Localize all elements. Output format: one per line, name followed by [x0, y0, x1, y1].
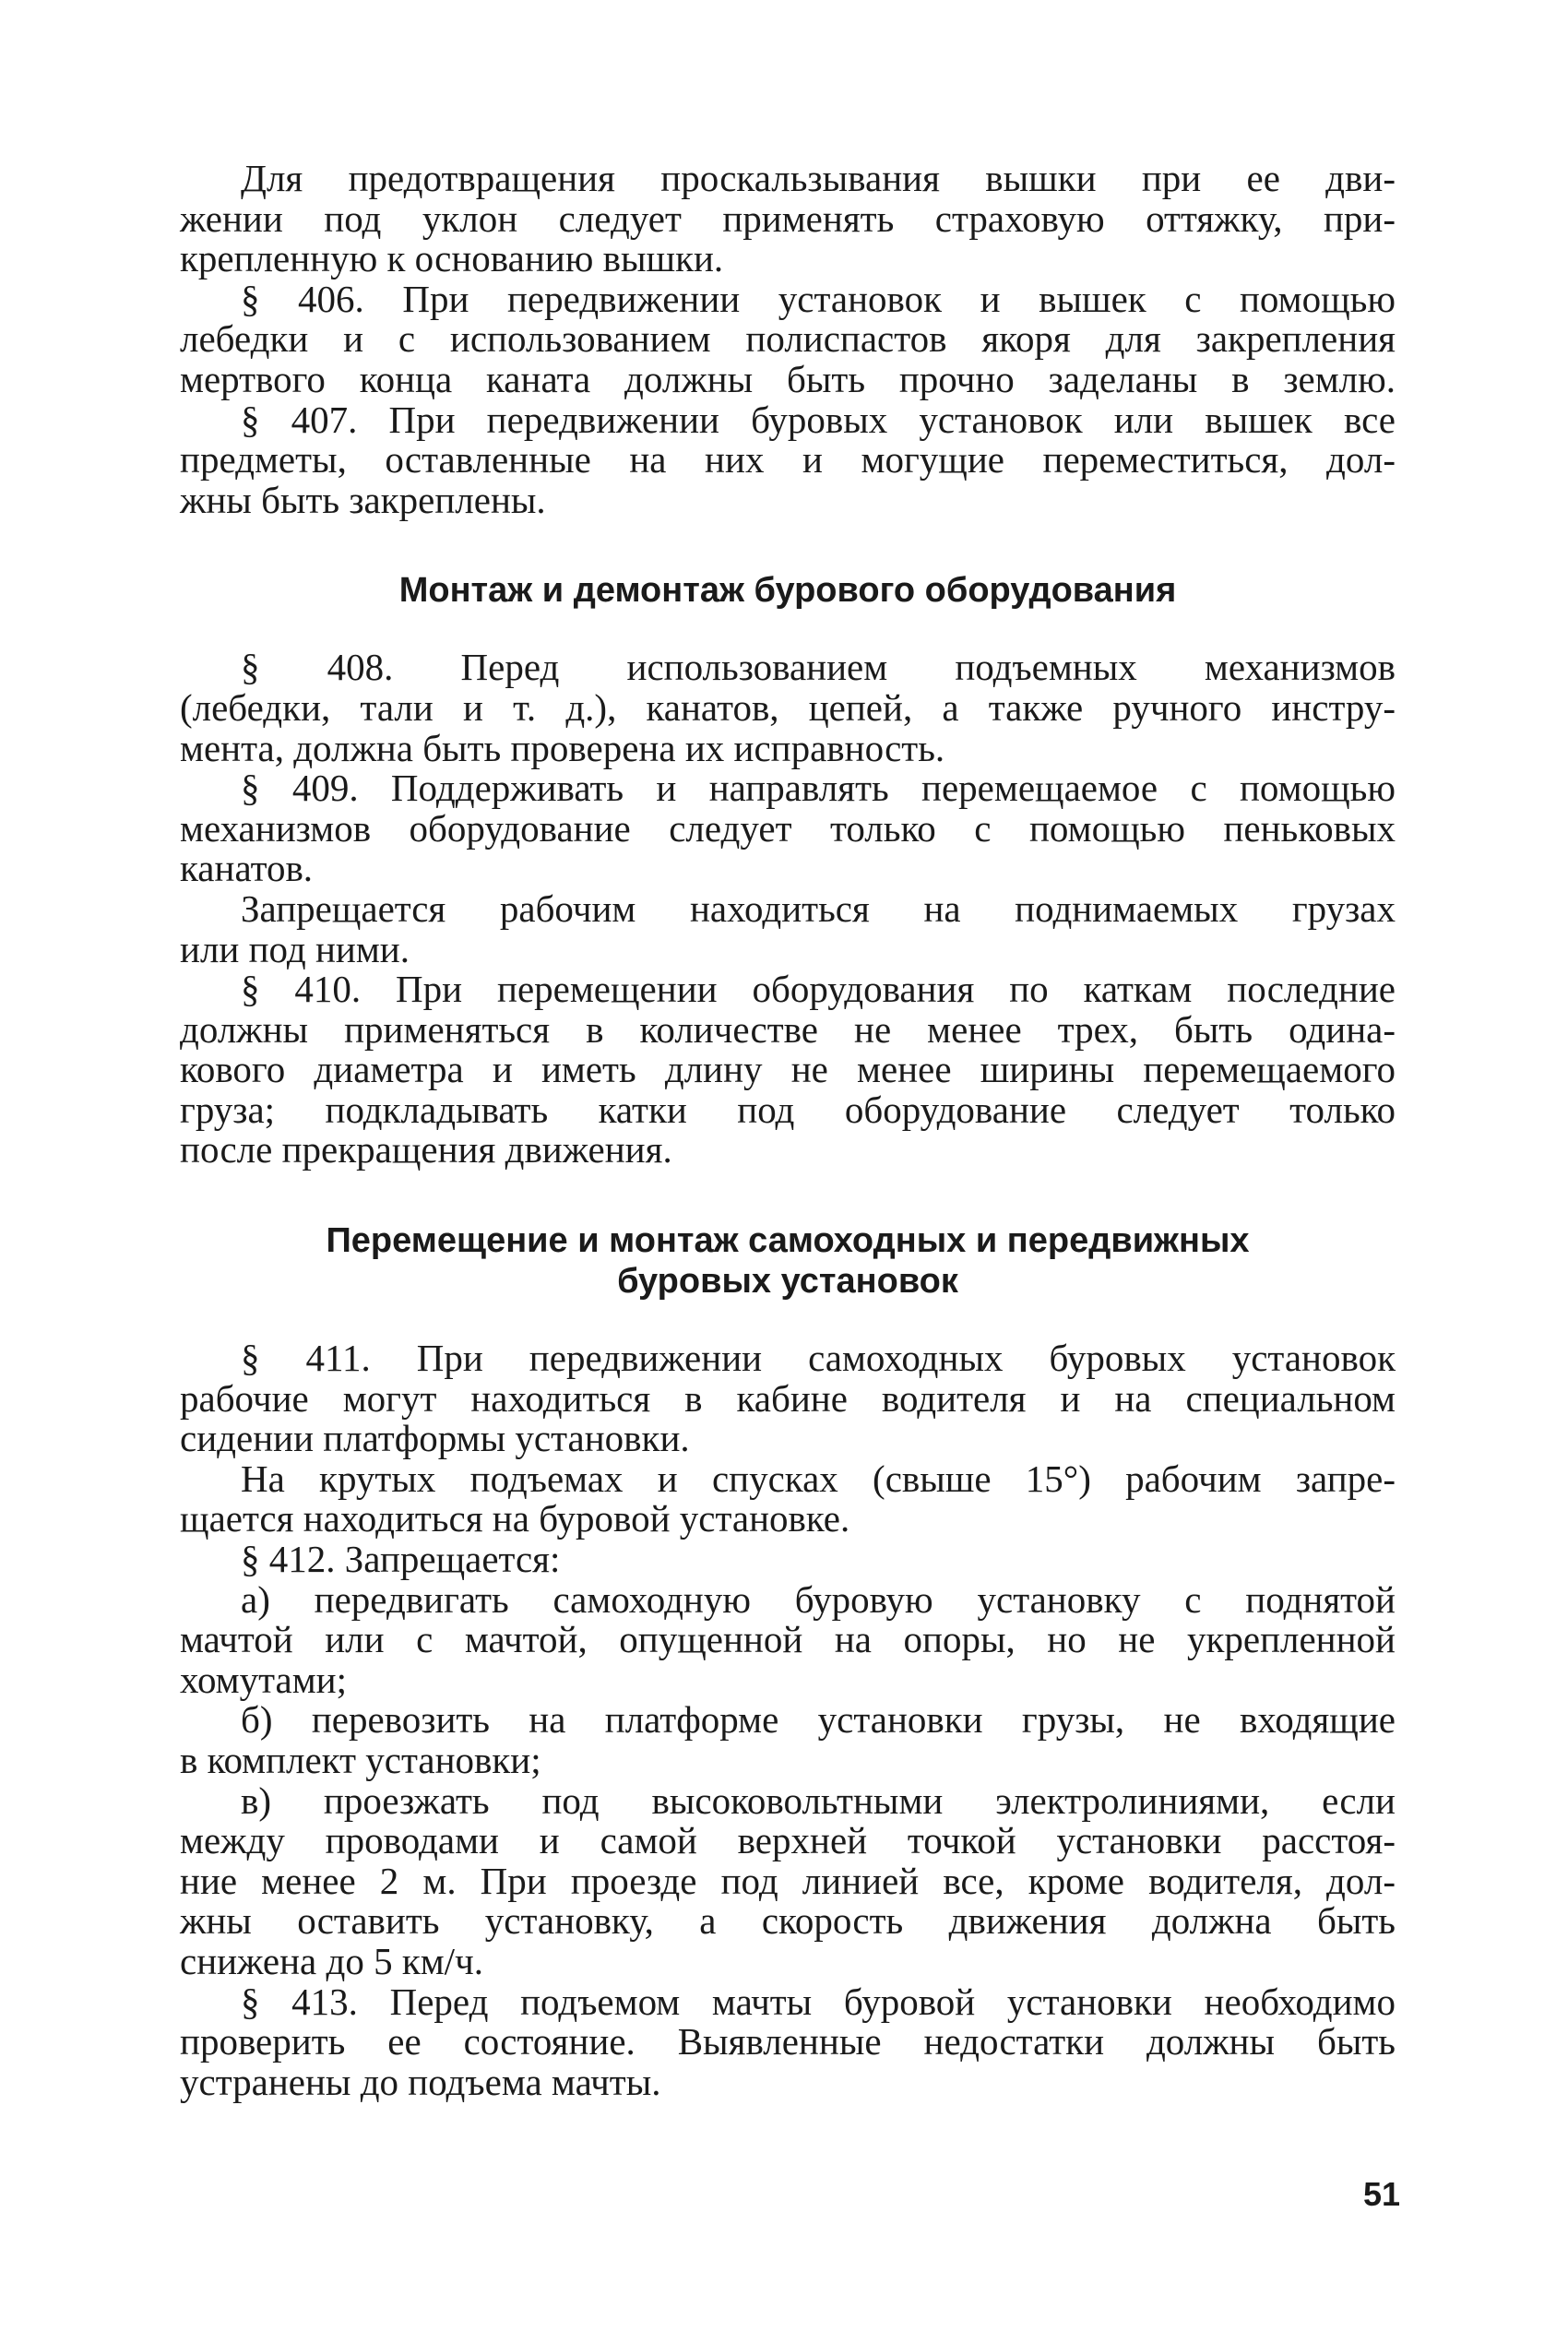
text-line: а) передвигать самоходную буровую установку с поднятой: [241, 1577, 1396, 1621]
text-line: мачтой или с мачтой, опущенной на опоры, но не укрепленной: [180, 1618, 1396, 1661]
text-line: кового диаметра и иметь длину не менее ширины перемещаемого: [180, 1048, 1396, 1091]
text-line: устранены до подъема мачты.: [180, 2060, 661, 2103]
text-line: лебедки и с использованием полиспастов якоря для закрепления: [180, 317, 1396, 361]
section-heading-self-propelled: [180, 1220, 1396, 1302]
paragraph-derrick-slipping: [180, 159, 1396, 279]
paragraph-413: [180, 1982, 1396, 2103]
text-line: щается находиться на буровой установке.: [180, 1497, 850, 1540]
text-line: На крутых подъемах и спусках (свыше 15°) рабочим запре-: [241, 1457, 1396, 1500]
text-line: мента, должна быть проверена их исправность.: [180, 726, 945, 769]
text-line: жны оставить установку, а скорость движения должна быть: [180, 1899, 1396, 1943]
text-line: рабочие могут находиться в кабине водителя и на специальном: [180, 1376, 1396, 1420]
list-item-v: [180, 1778, 1396, 1982]
text-line: груза; подкладывать катки под оборудование следует только: [180, 1088, 1396, 1131]
text-line: Для предотвращения проскальзывания вышки при ее дви-: [241, 157, 1396, 199]
text-line: § 410. При перемещении оборудования по каткам последние: [241, 968, 1396, 1011]
text-line: после прекращения движения.: [180, 1128, 672, 1171]
text-line: должны применяться в количестве не менее трех, быть одина-: [180, 1007, 1396, 1051]
text-line: § 412. Запрещается:: [241, 1538, 561, 1581]
text-line: мертвого конца каната должны быть прочно заделаны в землю.: [180, 357, 1396, 400]
text-line: проверить ее состояние. Выявленные недостатки должны быть: [180, 2020, 1396, 2063]
paragraph-steep-slopes: [180, 1459, 1396, 1540]
text-line: Запрещается рабочим находиться на поднимаемых грузах: [241, 886, 1396, 930]
text-line: между проводами и самой верхней точкой установки расстоя-: [180, 1819, 1396, 1862]
text-line: предметы, оставленные на них и могущие переместиться, дол-: [180, 438, 1396, 482]
text-line: § 406. При передвижении установок и вышек с помощью: [241, 277, 1396, 320]
heading-line: буровых установок: [617, 1262, 958, 1302]
text-line: канатов.: [180, 847, 314, 890]
paragraph-406: [180, 279, 1396, 400]
text-line: § 408. Перед использованием подъемных механизмов: [241, 646, 1396, 689]
text-line: (лебедки, тали и т. д.), канатов, цепей, а также ручного инстру-: [180, 685, 1396, 729]
list-item-b: [180, 1700, 1396, 1780]
text-line: в комплект установки;: [180, 1739, 541, 1781]
paragraph-409: [180, 768, 1396, 889]
paragraph-408: [180, 648, 1396, 768]
text-line: б) перевозить на платформе установки грузы, не входящие: [241, 1698, 1396, 1742]
text-line: в) проезжать под высоковольтными электролиниями, если: [241, 1778, 1396, 1822]
section-heading-assembly: [180, 570, 1396, 611]
text-line: ние менее 2 м. При проезде под линией все, кроме водителя, дол-: [180, 1859, 1396, 1902]
page-number: 51: [1363, 2175, 1401, 2213]
paragraph-prohibition-loads: [180, 886, 1396, 970]
text-line: снижена до 5 км/ч.: [180, 1939, 483, 1982]
text-line: крепленную к основанию вышки.: [180, 237, 724, 280]
paragraph-410: [180, 969, 1396, 1171]
page-content: [180, 159, 1396, 2102]
text-line: § 407. При передвижении буровых установок или вышек все: [241, 398, 1396, 441]
text-line: хомутами;: [180, 1658, 347, 1701]
text-line: или под ними.: [180, 927, 410, 970]
paragraph-411: [180, 1338, 1396, 1459]
paragraph-412: [180, 1540, 1396, 1580]
list-item-a: [180, 1577, 1396, 1701]
text-line: механизмов оборудование следует только с помощью пеньковых: [180, 806, 1396, 850]
text-line: § 409. Поддерживать и направлять перемещаемое с помощью: [241, 767, 1396, 810]
paragraph-407: [180, 400, 1396, 521]
text-line: жении под уклон следует применять страховую оттяжку, при-: [180, 196, 1396, 240]
text-line: § 413. Перед подъемом мачты буровой установки необходимо: [241, 1980, 1396, 2023]
text-line: жны быть закреплены.: [180, 478, 546, 521]
text-line: § 411. При передвижении самоходных буровых установок: [241, 1337, 1396, 1380]
heading-line: Перемещение и монтаж самоходных и передвижных: [326, 1221, 1250, 1261]
heading-line: Монтаж и демонтаж бурового оборудования: [398, 571, 1177, 611]
text-line: сидении платформы установки.: [180, 1417, 690, 1460]
